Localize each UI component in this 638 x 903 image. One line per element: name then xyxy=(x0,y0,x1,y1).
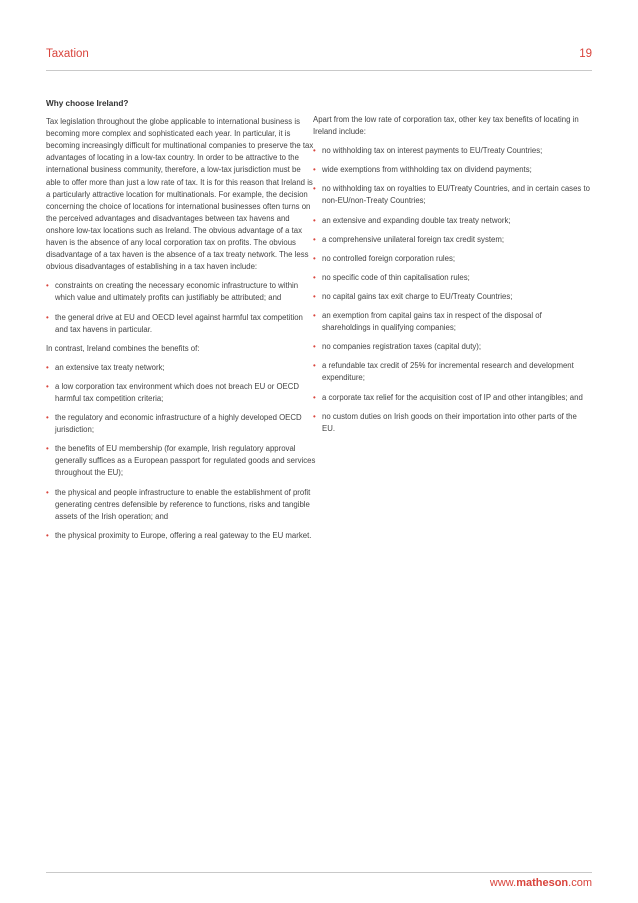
list-item xyxy=(313,272,591,284)
list-item xyxy=(46,280,316,304)
intro-paragraph: Tax legislation throughout the globe applicable to international business is becoming more complex and sophisticated each year. In particular, it is becoming increasingly difficult for multinational companies to preserve the tax advantages of locating in a low-tax country. In order to be attractive to the international business community, therefore, a low-tax jurisdiction must be able to offer more than just a low rate of tax. It is for this reason that Ireland is a particularly attractive location for multinationals. For example, the decision concerning the choice of locations for international businesses often turns on the perceived advantages and disadvantages between tax havens and onshore low-tax locations such as Ireland. The obvious advantage of a tax haven is the absence of any local corporation tax on profits. The obvious disadvantage of a tax haven is the absence of a tax treaty network. The less obvious disadvantages of establishing in a tax haven include: xyxy=(46,117,314,272)
list-item-text: a comprehensive unilateral foreign tax credit system; xyxy=(322,234,505,244)
list-item xyxy=(313,360,591,384)
list-item xyxy=(313,341,591,353)
bullet-icon: • xyxy=(46,312,49,322)
bullet-icon: • xyxy=(313,392,316,402)
url-brand: matheson xyxy=(516,877,569,889)
bullet-icon: • xyxy=(313,184,316,194)
list-item xyxy=(313,411,591,435)
contrast-paragraph: In contrast, Ireland combines the benefits of: xyxy=(46,343,200,353)
list-item-text: an extensive and expanding double tax treaty network; xyxy=(322,215,511,225)
tax-benefits-list xyxy=(313,145,591,435)
bullet-icon: • xyxy=(313,146,316,156)
website-link[interactable] xyxy=(490,877,592,889)
list-item-text: no withholding tax on interest payments to EU/Treaty Countries; xyxy=(322,146,543,156)
left-column xyxy=(46,98,316,549)
bullet-icon: • xyxy=(313,253,316,263)
list-item-text: a corporate tax relief for the acquisition cost of IP and other intangibles; and xyxy=(322,392,583,402)
list-item-text: a low corporation tax environment which does not breach EU or OECD harmful tax competition criteria; xyxy=(55,381,299,403)
bullet-icon: • xyxy=(46,281,49,291)
bullet-icon: • xyxy=(313,342,316,352)
list-item-text: no withholding tax on royalties to EU/Treaty Countries, and in certain cases to non-EU/non-Treaty Countries; xyxy=(322,184,590,206)
bullet-icon: • xyxy=(46,413,49,423)
bullet-icon: • xyxy=(313,234,316,244)
bullet-icon: • xyxy=(46,444,49,454)
list-item xyxy=(313,392,591,404)
page-number: 19 xyxy=(579,48,592,60)
disadvantages-list xyxy=(46,280,316,335)
list-item xyxy=(313,291,591,303)
bullet-icon: • xyxy=(313,291,316,301)
page-footer xyxy=(46,872,592,889)
list-item xyxy=(46,381,316,405)
bullet-icon: • xyxy=(313,272,316,282)
list-item-text: no capital gains tax exit charge to EU/Treaty Countries; xyxy=(322,291,513,301)
section-heading: Why choose Ireland? xyxy=(46,99,129,108)
list-item-text: the physical and people infrastructure to enable the establishment of profit generating centres defensible by reference to functions, risks and tangible assets of the Irish operation; and xyxy=(55,487,311,521)
list-item-text: wide exemptions from withholding tax on dividend payments; xyxy=(322,165,532,175)
list-item xyxy=(313,234,591,246)
section-title: Taxation xyxy=(46,48,89,60)
list-item-text: the general drive at EU and OECD level against harmful tax competition and tax havens in particular. xyxy=(55,312,303,334)
list-item xyxy=(46,312,316,336)
list-item xyxy=(46,443,316,479)
list-item xyxy=(313,215,591,227)
bullet-icon: • xyxy=(46,362,49,372)
url-suffix: .com xyxy=(568,877,592,889)
list-item-text: the benefits of EU membership (for example, Irish regulatory approval generally suffices as a European passport for regulated goods and services throughout the EU); xyxy=(55,444,316,478)
list-item-text: no companies registration taxes (capital duty); xyxy=(322,342,482,352)
list-item xyxy=(46,487,316,523)
bullet-icon: • xyxy=(46,530,49,540)
list-item xyxy=(46,362,316,374)
bullet-icon: • xyxy=(313,361,316,371)
bullet-icon: • xyxy=(313,311,316,321)
list-item-text: no controlled foreign corporation rules; xyxy=(322,253,456,263)
url-prefix: www. xyxy=(489,877,517,889)
list-item xyxy=(313,164,591,176)
list-item xyxy=(313,310,591,334)
bullet-icon: • xyxy=(313,215,316,225)
list-item-text: no specific code of thin capitalisation rules; xyxy=(322,272,470,282)
bullet-icon: • xyxy=(313,411,316,421)
list-item-text: the physical proximity to Europe, offering a real gateway to the EU market. xyxy=(55,530,312,540)
page-header xyxy=(46,46,592,71)
right-column xyxy=(313,114,591,442)
list-item-text: an extensive tax treaty network; xyxy=(55,362,165,372)
list-item-text: a refundable tax credit of 25% for incremental research and development expenditure; xyxy=(322,361,574,383)
bullet-icon: • xyxy=(313,165,316,175)
list-item xyxy=(313,253,591,265)
list-item xyxy=(313,145,591,157)
list-item-text: no custom duties on Irish goods on their importation into other parts of the EU. xyxy=(322,411,577,433)
benefits-list xyxy=(46,362,316,542)
bullet-icon: • xyxy=(46,487,49,497)
bullet-icon: • xyxy=(46,381,49,391)
right-intro-paragraph: Apart from the low rate of corporation tax, other key tax benefits of locating in Ireland include: xyxy=(313,115,579,137)
list-item xyxy=(313,183,591,207)
list-item xyxy=(46,530,316,542)
list-item xyxy=(46,412,316,436)
list-item-text: an exemption from capital gains tax in respect of the disposal of shareholdings in qualifying companies; xyxy=(322,311,542,333)
list-item-text: constraints on creating the necessary economic infrastructure to within which value and ultimately profits can justifiably be attributed; and xyxy=(55,281,299,303)
list-item-text: the regulatory and economic infrastructure of a highly developed OECD jurisdiction; xyxy=(55,413,302,435)
